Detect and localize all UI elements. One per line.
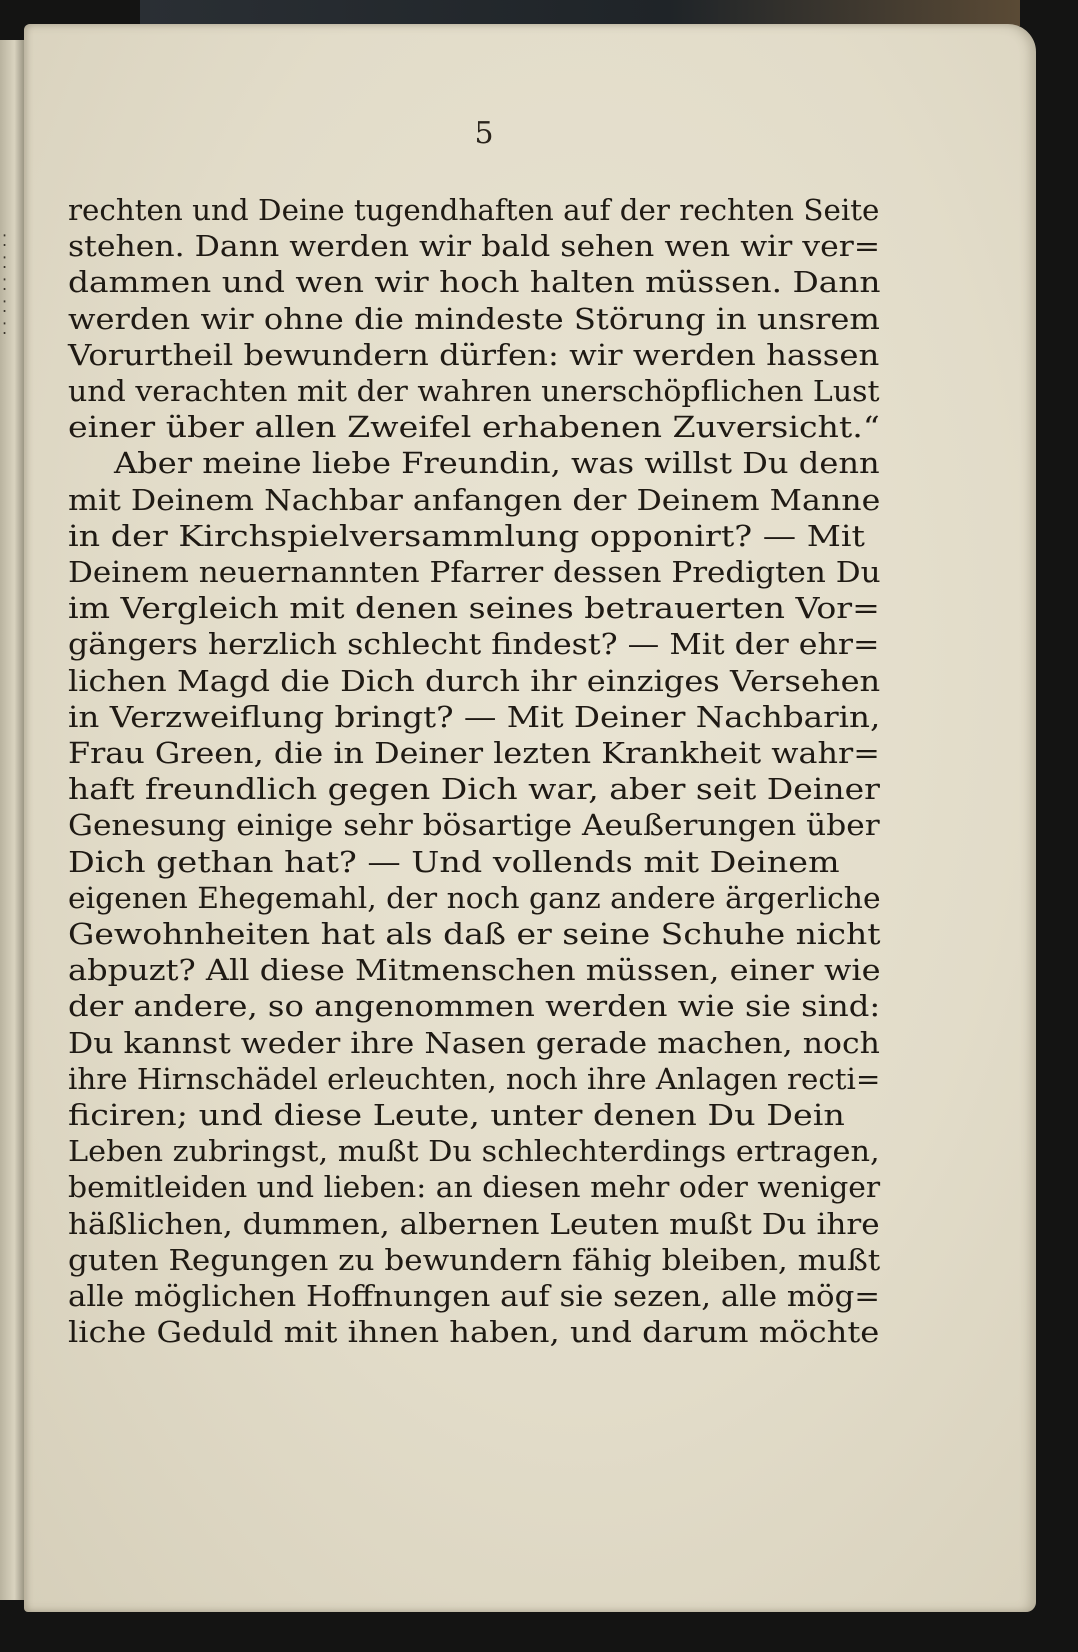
text-line: gängers herzlich schlecht findest? — Mit der ehr=: [68, 627, 880, 662]
text-line: Leben zubringst, mußt Du schlechterdings ertragen,: [68, 1134, 880, 1169]
book-cover-edge: [140, 0, 1020, 26]
text-line: stehen. Dann werden wir bald sehen wen wir ver=: [68, 229, 881, 264]
text-line: rechten und Deine tugendhaften auf der rechten Seite: [68, 193, 880, 227]
previous-page-edge: [0, 40, 26, 1600]
text-line: guten Regungen zu bewundern fähig bleiben, mußt: [68, 1242, 881, 1277]
text-line: im Vergleich mit denen seines betrauerten Vor=: [68, 591, 880, 626]
text-line: liche Geduld mit ihnen haben, und darum möchte: [68, 1315, 880, 1350]
text-line: lichen Magd die Dich durch ihr einziges Versehen: [68, 663, 881, 698]
text-line: Frau Green, die in Deiner lezten Krankheit wahr=: [68, 736, 880, 770]
text-line: mit Deinem Nachbar anfangen der Deinem Manne: [68, 482, 881, 517]
text-line: werden wir ohne die mindeste Störung in unsrem: [68, 301, 880, 336]
text-line: Gewohnheiten hat als daß er seine Schuhe nicht: [68, 917, 881, 951]
book-page: [24, 24, 1036, 1612]
text-line: Aber meine liebe Freundin, was willst Du denn: [114, 446, 880, 481]
text-line: der andere, so angenommen werden wie sie sind:: [68, 989, 881, 1024]
text-line: dammen und wen wir hoch halten müssen. Dann: [68, 265, 881, 300]
text-line: alle möglichen Hoffnungen auf sie sezen, alle mög=: [68, 1279, 881, 1313]
text-line: eigenen Ehegemahl, der noch ganz andere ärgerliche: [68, 880, 881, 915]
text-line: häßlichen, dummen, albernen Leuten mußt Du ihre: [68, 1206, 880, 1241]
text-line: ficiren; und diese Leute, unter denen Du Dein: [68, 1098, 845, 1132]
text-line: ihre Hirnschädel erleuchten, noch ihre Anlagen recti=: [68, 1061, 881, 1096]
text-line: in Verzweiflung bringt? — Mit Deiner Nachbarin,: [68, 699, 881, 734]
text-line: Genesung einige sehr bösartige Aeußerungen über: [68, 808, 880, 843]
text-line: abpuzt? All diese Mitmenschen müssen, einer wie: [68, 953, 881, 988]
text-line: Vorurtheil bewundern dürfen: wir werden hassen: [68, 337, 880, 372]
text-line: und verachten mit der wahren unerschöpflichen Lust: [68, 374, 880, 408]
text-line: in der Kirchspielversammlung opponirt? — Mit: [68, 518, 865, 553]
text-line: bemitleiden und lieben: an diesen mehr oder weniger: [68, 1170, 881, 1205]
previous-page-marks: ⁚ ⁚ ⁚ ⁚ ⁚: [2, 231, 8, 338]
text-line: einer über allen Zweifel erhabenen Zuversicht.“: [68, 410, 880, 445]
text-line: Dich gethan hat? — Und vollends mit Deinem: [68, 844, 840, 879]
text-line: Deinem neuernannten Pfarrer dessen Predigten Du: [68, 555, 881, 589]
page-number: 5: [474, 116, 494, 151]
text-line: haft freundlich gegen Dich war, aber seit Deiner: [68, 772, 880, 807]
text-line: Du kannst weder ihre Nasen gerade machen, noch: [68, 1025, 880, 1060]
